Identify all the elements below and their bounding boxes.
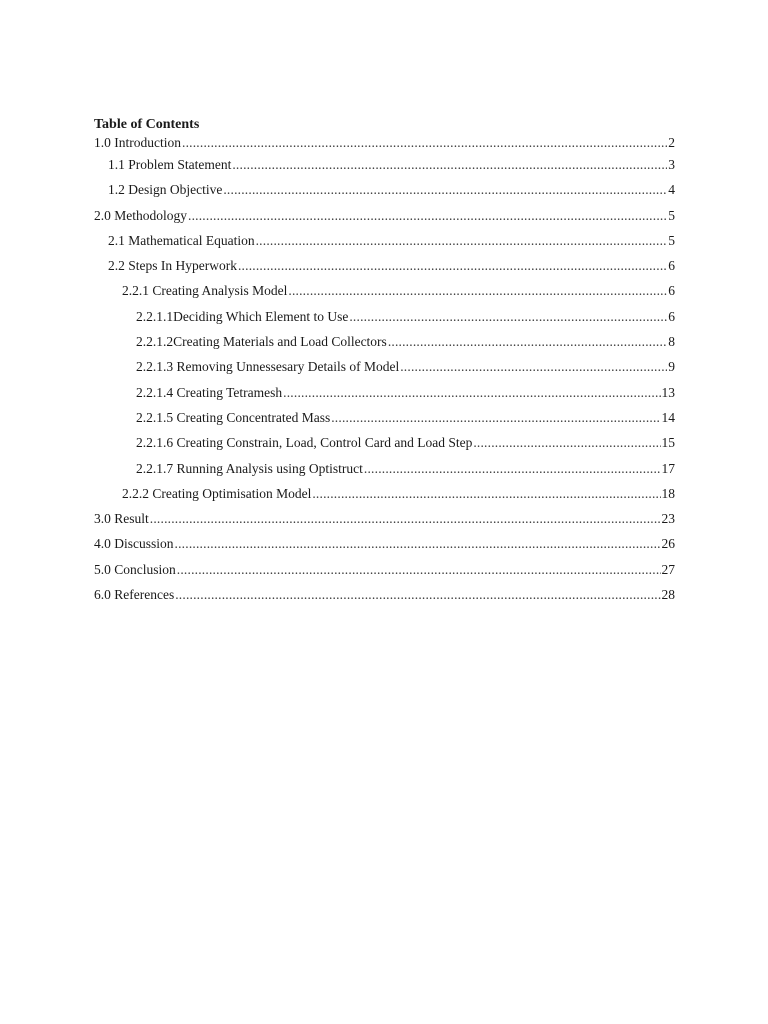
- toc-entry[interactable]: [94, 536, 675, 561]
- toc-dot-leader: [188, 208, 667, 224]
- toc-entry[interactable]: [94, 562, 675, 587]
- toc-entry-label[interactable]: 2.2 Steps In Hyperwork: [108, 258, 237, 274]
- toc-entry[interactable]: [94, 208, 675, 233]
- toc-dot-leader: [150, 511, 661, 527]
- toc-dot-leader: [312, 486, 660, 502]
- toc-entry[interactable]: [94, 157, 675, 182]
- toc-entry-page-number[interactable]: 27: [661, 561, 675, 577]
- toc-entry-page-number[interactable]: 28: [661, 587, 675, 603]
- toc-entry-page-number[interactable]: 15: [661, 435, 675, 451]
- toc-entry-label[interactable]: 1.0 Introduction: [94, 135, 181, 150]
- toc-entry-label[interactable]: 2.1 Mathematical Equation: [108, 232, 255, 248]
- toc-dot-leader: [288, 283, 667, 299]
- toc-entry-label[interactable]: 2.2.1.1Deciding Which Element to Use: [136, 308, 349, 324]
- toc-entry-page-number[interactable]: 2: [668, 135, 675, 150]
- toc-entry-page-number[interactable]: 13: [661, 384, 675, 400]
- toc-entry-label[interactable]: 2.0 Methodology: [94, 207, 187, 223]
- toc-entry-page-number[interactable]: 5: [668, 207, 675, 223]
- toc-dot-leader: [177, 562, 661, 578]
- toc-entry-label[interactable]: 2.2.1.3 Removing Unnessesary Details of Model: [136, 359, 400, 375]
- toc-entry-page-number[interactable]: 5: [668, 232, 675, 248]
- toc-entry-page-number[interactable]: 6: [668, 258, 675, 274]
- toc-entry-label[interactable]: 2.2.1.2Creating Materials and Load Collectors: [136, 334, 387, 350]
- toc-entry-page-number[interactable]: 18: [661, 485, 675, 501]
- toc-entry-label[interactable]: 5.0 Conclusion: [94, 561, 176, 577]
- toc-entry-page-number[interactable]: 6: [668, 283, 675, 299]
- toc-entry-list: [94, 135, 675, 612]
- toc-entry-label[interactable]: 3.0 Result: [94, 511, 149, 527]
- toc-entry-page-number[interactable]: 23: [661, 511, 675, 527]
- toc-entry-page-number[interactable]: 4: [668, 182, 675, 198]
- toc-entry-label[interactable]: 2.2.1 Creating Analysis Model: [122, 283, 288, 299]
- table-of-contents: [94, 115, 675, 612]
- toc-dot-leader: [349, 309, 667, 325]
- toc-entry-page-number[interactable]: 26: [661, 536, 675, 552]
- toc-entry-label[interactable]: 2.2.1.7 Running Analysis using Optistruct: [136, 460, 363, 476]
- toc-dot-leader: [256, 233, 668, 249]
- toc-dot-leader: [364, 461, 661, 477]
- toc-entry[interactable]: [94, 258, 675, 283]
- toc-dot-leader: [223, 182, 667, 198]
- toc-entry[interactable]: [94, 182, 675, 207]
- toc-dot-leader: [388, 334, 667, 350]
- toc-entry-page-number[interactable]: 14: [661, 409, 675, 425]
- toc-entry[interactable]: [94, 283, 675, 308]
- toc-entry-label[interactable]: 1.1 Problem Statement: [108, 157, 232, 172]
- toc-entry-label[interactable]: 4.0 Discussion: [94, 536, 174, 552]
- toc-entry[interactable]: [94, 309, 675, 334]
- toc-entry-page-number[interactable]: 9: [668, 359, 675, 375]
- toc-dot-leader: [283, 385, 660, 401]
- toc-entry[interactable]: [94, 334, 675, 359]
- toc-entry[interactable]: [94, 486, 675, 511]
- toc-entry[interactable]: [94, 410, 675, 435]
- toc-dot-leader: [175, 536, 661, 552]
- toc-heading: Table of Contents: [94, 117, 200, 132]
- toc-entry-label[interactable]: 2.2.1.4 Creating Tetramesh: [136, 384, 283, 400]
- toc-entry[interactable]: [94, 461, 675, 486]
- toc-dot-leader: [232, 157, 667, 173]
- toc-entry[interactable]: [94, 385, 675, 410]
- toc-entry-label[interactable]: 1.2 Design Objective: [108, 182, 223, 198]
- toc-entry[interactable]: [94, 359, 675, 384]
- toc-dot-leader: [473, 435, 660, 451]
- toc-dot-leader: [238, 258, 667, 274]
- toc-dot-leader: [175, 587, 660, 603]
- toc-dot-leader: [400, 359, 667, 375]
- toc-entry-page-number[interactable]: 3: [668, 157, 675, 172]
- toc-dot-leader: [331, 410, 660, 426]
- toc-entry[interactable]: [94, 587, 675, 612]
- toc-entry[interactable]: [94, 511, 675, 536]
- toc-dot-leader: [182, 135, 667, 151]
- toc-entry[interactable]: [94, 435, 675, 460]
- toc-entry-page-number[interactable]: 8: [668, 334, 675, 350]
- toc-entry-label[interactable]: 6.0 References: [94, 587, 175, 603]
- toc-entry-label[interactable]: 2.2.1.5 Creating Concentrated Mass: [136, 409, 331, 425]
- toc-entry-label[interactable]: 2.2.2 Creating Optimisation Model: [122, 485, 312, 501]
- toc-entry[interactable]: [94, 135, 675, 157]
- toc-entry-label[interactable]: 2.2.1.6 Creating Constrain, Load, Control Card and Load Step: [136, 435, 473, 451]
- toc-entry[interactable]: [94, 233, 675, 258]
- toc-entry-page-number[interactable]: 17: [661, 460, 675, 476]
- toc-entry-page-number[interactable]: 6: [668, 308, 675, 324]
